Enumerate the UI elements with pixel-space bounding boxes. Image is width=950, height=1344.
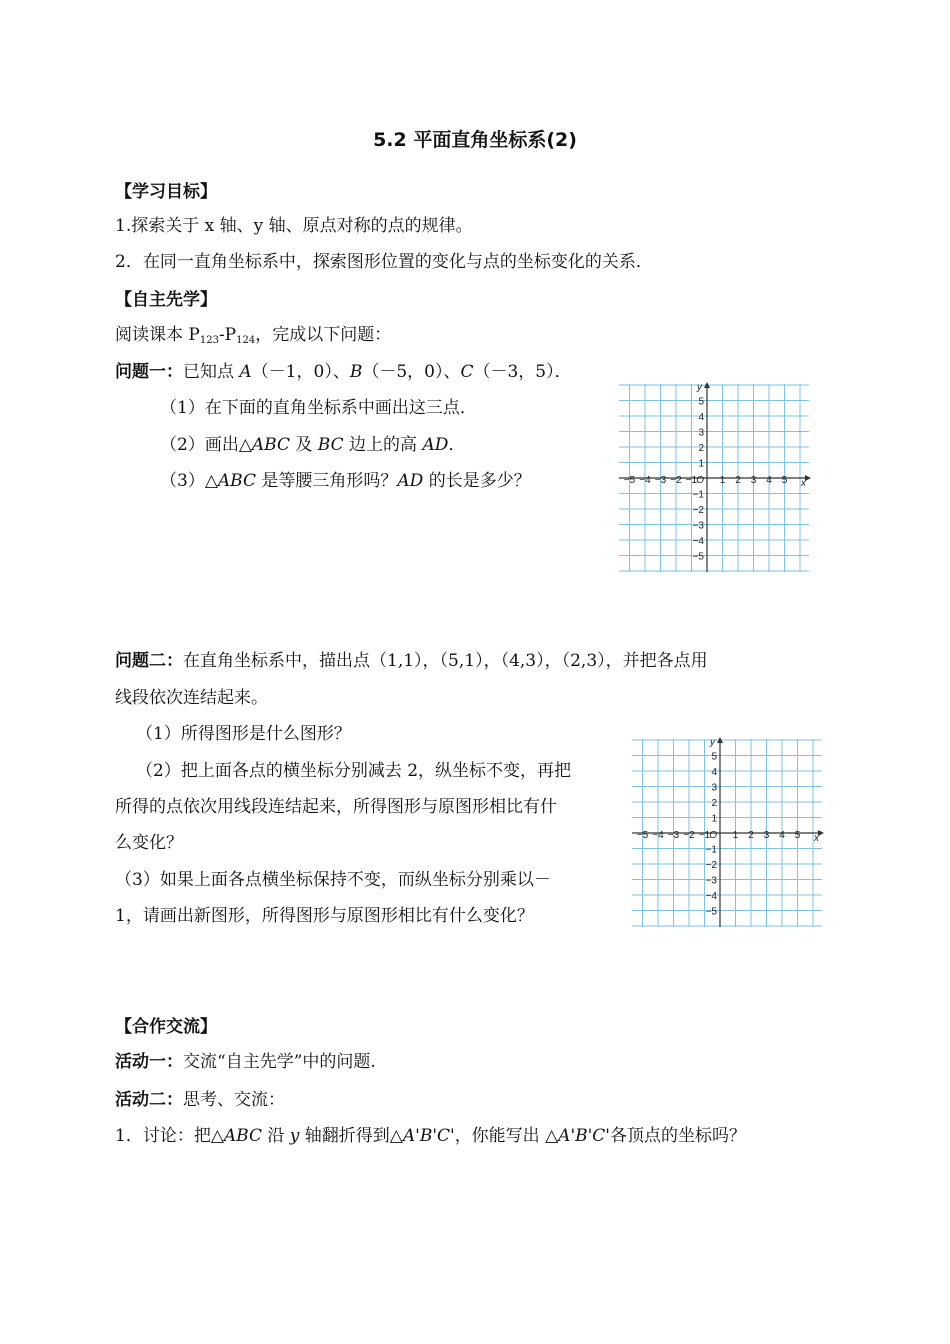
origin-label: O — [696, 475, 704, 486]
question-2-part-2-line-3: 么变化？ — [115, 833, 183, 853]
x-tick-label: −5 — [623, 475, 636, 486]
x-tick-label: 4 — [779, 830, 785, 841]
objective-item-2: 2．在同一直角坐标系中，探索图形位置的变化与点的坐标变化的关系． — [115, 252, 653, 272]
y-tick-label: −5 — [705, 906, 717, 918]
cooperate-heading: 【合作交流】 — [115, 1017, 217, 1037]
y-tick-label: 5 — [711, 751, 717, 763]
question-1: 问题一：已知点 A（－1，0）、B（－5，0）、C（－3，5）． — [115, 362, 572, 382]
coordinate-grid-1 — [617, 382, 811, 574]
activity-1: 活动一：交流“自主先学”中的问题. — [115, 1052, 376, 1072]
coordinate-grid-2-svg — [630, 737, 824, 929]
x-tick-label: −3 — [654, 475, 667, 486]
y-tick-label: 4 — [698, 412, 704, 423]
x-tick-label: 3 — [750, 475, 757, 486]
reading-instruction: 阅读课本 $P_{123}-P_{124}$，完成以下问题： — [115, 325, 392, 346]
y-tick-label: −5 — [692, 551, 704, 563]
x-axis-label: x — [801, 478, 806, 489]
x-tick-label: 3 — [763, 830, 770, 841]
question-2-line-1: 问题二：在直角坐标系中，描出点（1,1），（5,1），（4,3），（2,3），并把各点用 — [115, 651, 708, 671]
objectives-heading: 【学习目标】 — [115, 182, 217, 202]
question-2-part-3-line-1: （3）如果上面各点横坐标保持不变，而纵坐标分别乘以－ — [115, 870, 551, 890]
y-tick-label: 3 — [711, 782, 717, 794]
x-tick-label: −2 — [683, 830, 695, 841]
y-tick-label: −1 — [705, 844, 717, 856]
x-tick-label: −2 — [670, 475, 682, 486]
y-tick-label: 2 — [711, 798, 717, 809]
question-2-part-2-line-2: 所得的点依次用线段连结起来，所得图形与原图形相比有什 — [115, 797, 557, 817]
y-tick-label: 2 — [698, 443, 704, 454]
page-title: 5.2 平面直角坐标系(2) — [373, 129, 577, 151]
x-tick-label: 1 — [732, 830, 739, 841]
x-tick-label: −5 — [636, 830, 649, 841]
x-axis-label: x — [814, 833, 819, 844]
question-1-part-1: （1）在下面的直角坐标系中画出这三点． — [160, 398, 477, 418]
x-tick-label: 5 — [781, 475, 788, 486]
y-tick-label: 3 — [698, 427, 704, 439]
activity-1-label: 活动一： — [115, 1052, 183, 1072]
y-tick-label: −4 — [705, 891, 717, 902]
activity-2-label: 活动二： — [115, 1090, 183, 1110]
coordinate-grid-2 — [630, 737, 824, 929]
x-tick-label: −4 — [639, 475, 651, 486]
y-tick-label: −3 — [692, 520, 704, 532]
x-tick-label: 2 — [735, 475, 741, 486]
x-tick-label: −1 — [698, 830, 711, 841]
x-tick-label: 4 — [766, 475, 772, 486]
y-tick-label: 4 — [711, 767, 717, 778]
x-tick-label: 2 — [748, 830, 754, 841]
preview-heading: 【自主先学】 — [115, 290, 217, 310]
y-axis-label: y — [697, 382, 702, 393]
question-1-part-3: （3）△ABC 是等腰三角形吗？AD 的长是多少？ — [160, 471, 531, 491]
x-tick-label: −3 — [667, 830, 680, 841]
y-tick-label: 5 — [698, 396, 704, 408]
discussion-1: 1．讨论：把△ABC 沿 y 轴翻折得到△A'B'C'，你能写出 △A'B'C'各顶点的坐标吗？ — [115, 1126, 746, 1146]
activity-2: 活动二：思考、交流： — [115, 1090, 285, 1110]
y-tick-label: −2 — [692, 505, 704, 516]
origin-label: O — [709, 830, 717, 841]
y-tick-label: −1 — [692, 489, 704, 501]
question-1-part-2: （2）画出△ABC 及 BC 边上的高 AD． — [160, 435, 466, 455]
y-tick-label: −2 — [705, 860, 717, 871]
question-2-line-2: 线段依次连结起来。 — [115, 688, 268, 708]
objective-item-1: 1.探索关于 x 轴、y 轴、原点对称的点的规律。 — [115, 216, 473, 236]
question-2-part-3-line-2: 1，请画出新图形，所得图形与原图形相比有什么变化？ — [115, 906, 534, 926]
question-2-part-2-line-1: （2）把上面各点的横坐标分别减去 2，纵坐标不变，再把 — [136, 761, 572, 781]
y-tick-label: −4 — [692, 536, 704, 547]
y-tick-label: −3 — [705, 875, 717, 887]
y-tick-label: 1 — [711, 813, 717, 825]
question-2-part-1: （1）所得图形是什么图形？ — [136, 724, 351, 744]
x-tick-label: −1 — [685, 475, 698, 486]
question-2-label: 问题二： — [115, 651, 183, 671]
y-axis-label: y — [710, 737, 715, 748]
x-tick-label: −4 — [652, 830, 664, 841]
question-1-label: 问题一： — [115, 362, 183, 382]
x-tick-label: 5 — [794, 830, 801, 841]
x-tick-label: 1 — [719, 475, 726, 486]
coordinate-grid-1-svg — [617, 382, 811, 574]
y-tick-label: 1 — [698, 458, 704, 470]
